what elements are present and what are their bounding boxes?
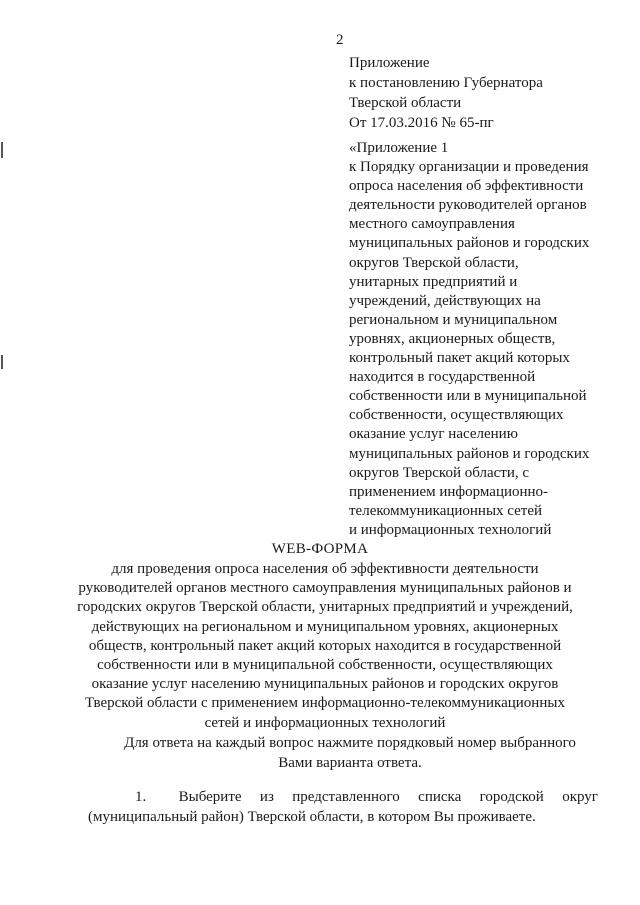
appendix-line: Приложение [349,55,430,71]
question-word: Выберите [178,789,242,805]
appendix-line: Тверской области [349,95,462,111]
annex-line: местного самоуправления [349,216,515,233]
appendix-line: к постановлению Губернатора [349,75,543,91]
annex-line: муниципальных районов и городских [349,235,590,252]
appendix-reference [349,53,543,133]
scan-margin-mark [1,142,3,158]
annex-line: собственности или в муниципальной [349,388,587,405]
instruction-line: Вами варианта ответа. [278,754,422,771]
question-number: 1. [135,789,147,805]
annex-line: и информационных технологий [349,521,552,538]
subtitle-line: действующих на региональном и муниципальном уровнях, акционерных [91,618,559,635]
question-1-line-2: (муниципальный район) Тверской области, в котором Вы проживаете. [88,809,536,825]
annex-line: контрольный пакет акций которых [349,350,570,367]
subtitle-line: для проведения опроса населения об эффективности деятельности [111,561,539,577]
subtitle-line: собственности или в муниципальной собственности, осуществляющих [97,657,553,674]
question-word: из [259,789,274,805]
annex-line: деятельности руководителей органов [349,197,587,214]
annex-line: уровнях, акционерных обществ, [349,330,556,347]
annex-line: находится в государственной [349,369,536,386]
annex-line: опроса населения об эффективности [349,178,584,195]
question-1 [88,787,598,827]
annex-line: применением информационно- [349,483,549,500]
subtitle-line: городских округов Тверской области, унитарных предприятий и учреждений, [77,599,573,616]
subtitle-line: руководителей органов местного самоуправления муниципальных районов и [78,580,572,597]
subtitle-line: сетей и информационных технологий [204,714,446,731]
annex-line: собственности, осуществляющих [349,407,564,424]
annex-line: оказание услуг населению [349,426,518,443]
annex-line: учреждений, действующих на [349,292,541,309]
subtitle-line: обществ, контрольный пакет акций которых находится в государственной [88,637,562,654]
annex-line: телекоммуникационных сетей [349,502,543,519]
subtitle-line: оказание услуг населению муниципальных районов и городских округов [91,676,559,693]
annex-reference [349,139,589,540]
form-title: WEB-ФОРМА [271,541,369,557]
annex-line: региональном и муниципальном [349,311,558,328]
scan-margin-mark [1,355,3,369]
question-word: округ [562,789,598,805]
annex-line: унитарных предприятий и [349,273,518,290]
question-word: представленного [292,789,400,805]
subtitle-line: Тверской области с применением информационно-телекоммуникационных [85,695,565,712]
annex-line: «Приложение 1 [349,140,449,156]
appendix-line: От 17.03.2016 № 65-пг [349,115,494,131]
annex-line: муниципальных районов и городских [349,445,590,462]
question-word: списка [418,789,462,805]
question-word: городской [479,789,544,805]
annex-line: к Порядку организации и проведения [349,159,589,176]
question-1-line-1 [88,787,598,807]
answer-instruction [100,734,600,773]
page-number: 2 [336,32,344,48]
instruction-line: Для ответа на каждый вопрос нажмите порядковый номер выбранного [124,735,576,751]
annex-line: округов Тверской области, [349,254,519,271]
annex-line: округов Тверской области, с [349,464,530,481]
form-subtitle [60,560,590,733]
